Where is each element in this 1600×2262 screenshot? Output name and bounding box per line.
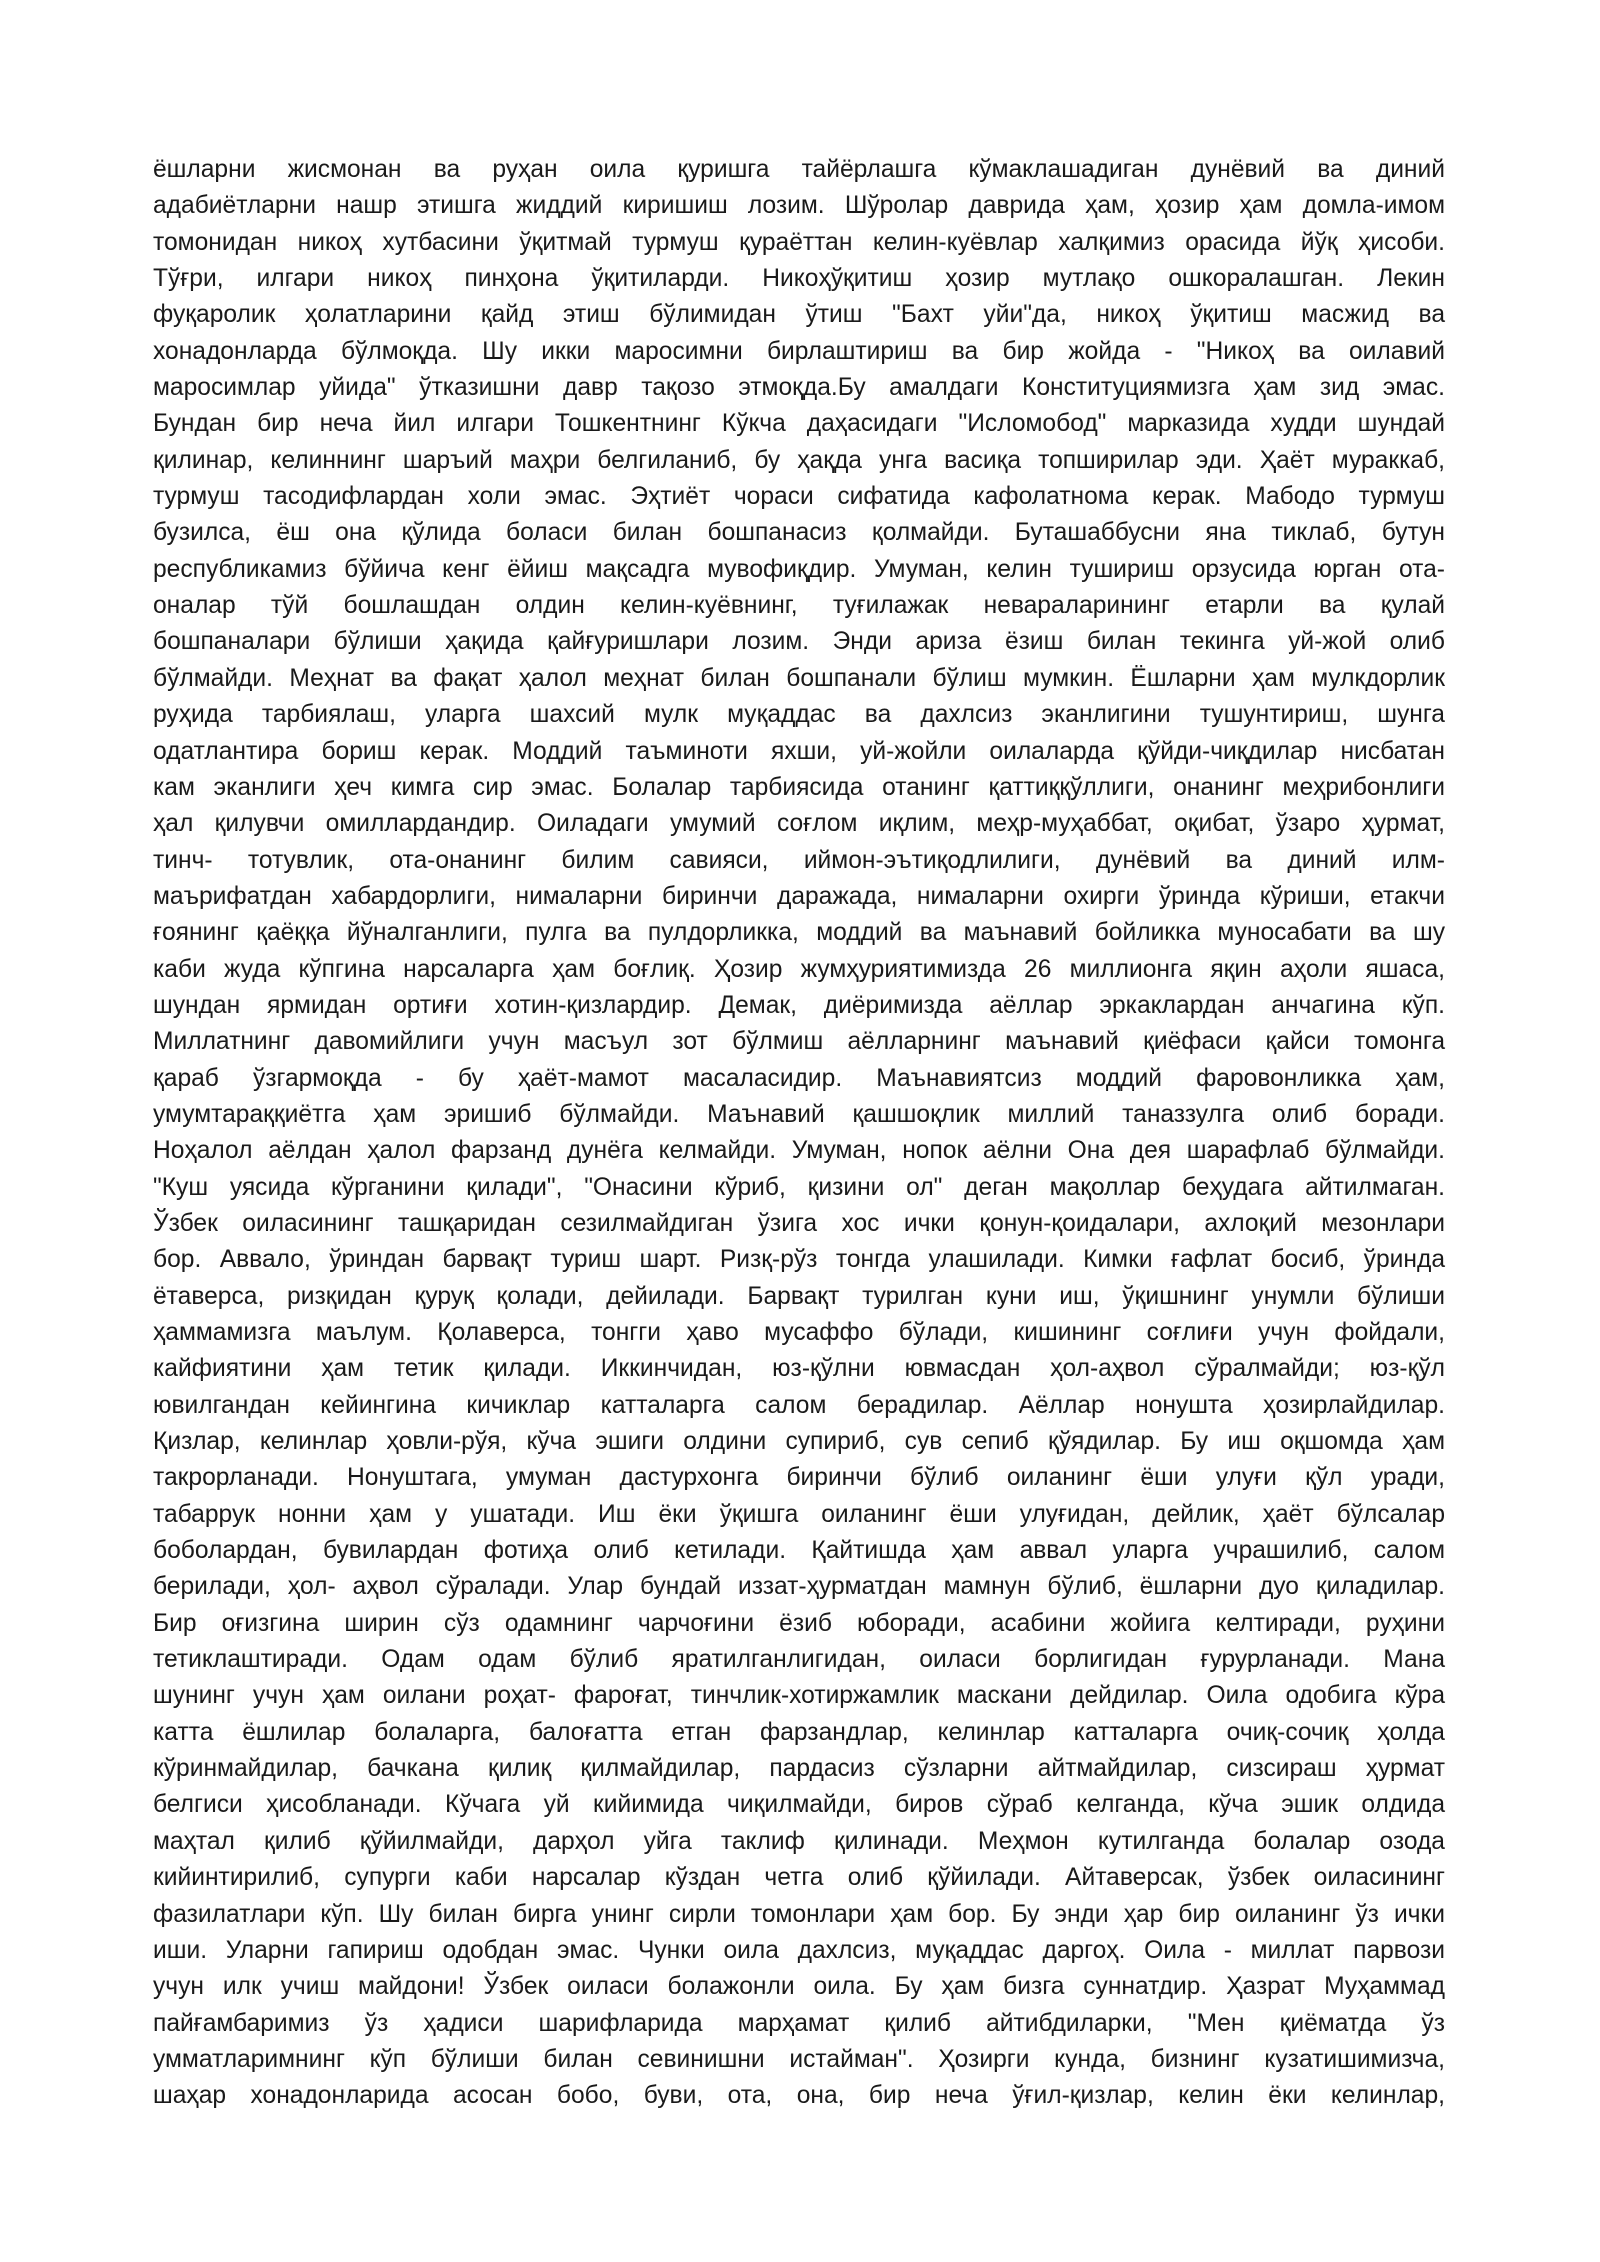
text-line: турмуш тасодифлардан холи эмас. Эҳтиёт чораси сифатида кафолатнома керак. Мабодо турмуш bbox=[153, 483, 1445, 511]
text-line: фуқаролик ҳолатларини қайд этиш бўлимидан ўтиш "Бахт уйи"да, никоҳ ўқитиш масжид ва bbox=[153, 301, 1445, 329]
text-line: тинч- тотувлик, ота-онанинг билим савияси, иймон-эътиқодлилиги, дунёвий ва диний илм- bbox=[153, 846, 1445, 874]
text-line: "Куш уясида кўрганини қилади", "Онасини кўриб, қизини ол" деган мақоллар беҳудага айтилмаган. bbox=[153, 1173, 1445, 1201]
text-line: фазилатлари кўп. Шу билан бирга унинг сирли томонлари ҳам бор. Бу энди ҳар бир оиланинг ўз ички bbox=[153, 1900, 1445, 1928]
text-line: Тўғри, илгари никоҳ пинҳона ўқитиларди. Никоҳўқитиш ҳозир мутлақо ошкоралашган. Лекин bbox=[153, 265, 1445, 293]
text-line: иши. Уларни гапириш одобдан эмас. Чунки оила дахлсиз, муқаддас даргоҳ. Оила - миллат парвози bbox=[153, 1936, 1445, 1964]
text-line: учун илк учиш майдони! Ўзбек оиласи болажонли оила. Бу ҳам бизга суннатдир. Ҳазрат Муҳаммад bbox=[153, 1973, 1445, 2001]
text-line: кам эканлиги ҳеч кимга сир эмас. Болалар тарбиясида отанинг қаттиққўллиги, онанинг меҳрибонлиги bbox=[153, 773, 1445, 801]
text-line: берилади, ҳол- аҳвол сўралади. Улар бундай иззат-ҳурматдан мамнун бўлиб, ёшларни дуо қиладилар. bbox=[153, 1573, 1445, 1601]
text-line: пайғамбаримиз ўз ҳадиси шарифларида марҳамат қилиб айтибдиларки, "Мен қиёматда ўз bbox=[153, 2009, 1445, 2037]
text-line: ётаверса, ризқидан қуруқ қолади, дейилади. Барвақт турилган куни иш, ўқишнинг унумли бўлиши bbox=[153, 1282, 1445, 1310]
text-line: Миллатнинг давомийлиги учун масъул зот бўлмиш аёлларнинг маънавий қиёфаси қайси томонга bbox=[153, 1028, 1445, 1056]
text-line: ҳал қилувчи омиллардандир. Оиладаги умумий соғлом иқлим, меҳр-муҳаббат, оқибат, ўзаро ҳурмат, bbox=[153, 810, 1445, 838]
text-line: шундан ярмидан ортиғи хотин-қизлардир. Демак, диёримизда аёллар эркаклардан анчагина кўп. bbox=[153, 991, 1445, 1019]
text-line: белгиси ҳисобланади. Кўчага уй кийимида чиқилмайди, биров сўраб келганда, кўча эшик олдида bbox=[153, 1791, 1445, 1819]
text-line: бошпаналари бўлиши ҳақида қайғуришлари лозим. Энди ариза ёзиш билан текинга уй-жой олиб bbox=[153, 628, 1445, 656]
text-line: қараб ўзгармоқда - бу ҳаёт-мамот масаласидир. Маънавиятсиз моддий фаровонликка ҳам, bbox=[153, 1064, 1445, 1092]
text-line: руҳида тарбиялаш, уларга шахсий мулк муқаддас ва дахлсиз эканлигини тушунтириш, шунга bbox=[153, 701, 1445, 729]
text-line: боболардан, бувилардан фотиҳа олиб кетилади. Қайтишда ҳам аввал уларга учрашилиб, салом bbox=[153, 1537, 1445, 1565]
text-line: шунинг учун ҳам оилани роҳат- фароғат, тинчлик-хотиржамлик маскани дейдилар. Оила одобига кўра bbox=[153, 1682, 1445, 1710]
text-line: Бир оғизгина ширин сўз одамнинг чарчоғини ёзиб юборади, асабини жойига келтиради, руҳини bbox=[153, 1609, 1445, 1637]
text-line: республикамиз бўйича кенг ёйиш мақсадга мувофиқдир. Умуман, келин тушириш орзусида юрган ота- bbox=[153, 555, 1445, 583]
text-line: тетиклаштиради. Одам одам бўлиб яратилганлигидан, оиласи борлигидан ғурурланади. Мана bbox=[153, 1646, 1445, 1674]
text-line: томонидан никоҳ хутбасини ўқитмай турмуш қураёттан келин-куёвлар халқимиз орасида йўқ ҳисоби. bbox=[153, 228, 1445, 256]
text-line: маҳтал қилиб қўйилмайди, дарҳол уйга таклиф қилинади. Меҳмон кутилганда болалар озода bbox=[153, 1827, 1445, 1855]
text-line: оналар тўй бошлашдан олдин келин-куёвнинг, туғилажак невараларининг етарли ва қулай bbox=[153, 592, 1445, 620]
text-line: табаррук нонни ҳам у ушатади. Иш ёки ўқишга оиланинг ёши улуғидан, дейлик, ҳаёт бўлсалар bbox=[153, 1500, 1445, 1528]
text-line: кўринмайдилар, бачкана қилиқ қилмайдилар, пардасиз сўзларни айтмайдилар, сизсираш ҳурмат bbox=[153, 1755, 1445, 1783]
text-line: Ўзбек оиласининг ташқаридан сезилмайдиган ўзига хос ички қонун-қоидалари, ахлоқий мезонлари bbox=[153, 1209, 1445, 1237]
text-line: каби жуда кўпгина нарсаларга ҳам боғлиқ. Ҳозир жумҳуриятимизда 26 миллионга яқин аҳоли яшаса, bbox=[153, 955, 1445, 983]
text-line: Қизлар, келинлар ҳовли-рўя, кўча эшиги олдини супириб, сув сепиб қўядилар. Бу иш оқшомда ҳам bbox=[153, 1428, 1445, 1456]
text-line: Бундан бир неча йил илгари Тошкентнинг Кўкча даҳасидаги "Исломобод" марказида худди шундай bbox=[153, 410, 1445, 438]
text-line: Ноҳалол аёлдан ҳалол фарзанд дунёга келмайди. Умуман, нопок аёлни Она дея шарафлаб бўлмайди. bbox=[153, 1137, 1445, 1165]
text-line: такрорланади. Нонуштага, умуман дастурхонга биринчи бўлиб оиланинг ёши улуғи қўл уради, bbox=[153, 1464, 1445, 1492]
text-line: кийинтирилиб, супурги каби нарсалар кўздан четга олиб қўйилади. Айтаверсак, ўзбек оиласининг bbox=[153, 1864, 1445, 1892]
text-line: ғоянинг қаёққа йўналганлиги, пулга ва пулдорликка, моддий ва маънавий бойликка муносабати ва шу bbox=[153, 919, 1445, 947]
text-line: хонадонларда бўлмоқда. Шу икки маросимни бирлаштириш ва бир жойда - "Никоҳ ва оилавий bbox=[153, 337, 1445, 365]
text-line: умматларимнинг кўп бўлиши билан севинишни истайман". Ҳозирги кунда, бизнинг кузатишимизча, bbox=[153, 2045, 1445, 2073]
text-line: бўлмайди. Меҳнат ва фақат ҳалол меҳнат билан бошпанали бўлиш мумкин. Ёшларни ҳам мулкдорлик bbox=[153, 664, 1445, 692]
text-line: бор. Аввало, ўриндан барвақт туриш шарт. Ризқ-рўз тонгда улашилади. Кимки ғафлат босиб, ўринда bbox=[153, 1246, 1445, 1274]
text-line: қилинар, келиннинг шаръий маҳри белгиланиб, бу ҳақда унга васиқа топширилар эди. Ҳаёт мураккаб, bbox=[153, 446, 1445, 474]
text-line: шаҳар хонадонларида асосан бобо, буви, ота, она, бир неча ўғил-қизлар, келин ёки келинлар, bbox=[153, 2082, 1445, 2110]
text-line: умумтараққиётга ҳам эришиб бўлмайди. Маънавий қашшоқлик миллий таназзулга олиб боради. bbox=[153, 1100, 1445, 1128]
text-line: одатлантира бориш керак. Моддий таъминоти яхши, уй-жойли оилаларда қўйди-чиқдилар нисбатан bbox=[153, 737, 1445, 765]
text-line: ёшларни жисмонан ва руҳан оила қуришга тайёрлашга кўмаклашадиган дунёвий ва диний bbox=[153, 156, 1445, 183]
text-line: кайфиятини ҳам тетик қилади. Иккинчидан, юз-қўлни ювмасдан ҳол-аҳвол сўралмайди; юз-қўл bbox=[153, 1355, 1445, 1383]
text-line: адабиётларни нашр этишга жиддий киришиш лозим. Шўролар даврида ҳам, ҳозир ҳам домла-имом bbox=[153, 192, 1445, 220]
text-line: ҳаммамизга маълум. Қолаверса, тонгги ҳаво мусаффо бўлади, кишининг соғлиғи учун фойдали, bbox=[153, 1319, 1445, 1346]
text-line: ювилгандан кейингина кичиклар катталарга салом берадилар. Аёллар нонушта ҳозирлайдилар. bbox=[153, 1391, 1445, 1419]
text-line: катта ёшлилар болаларга, балоғатта етган фарзандлар, келинлар катталарга очиқ-сочиқ ҳолда bbox=[153, 1718, 1445, 1746]
text-line: бузилса, ёш она қўлида боласи билан бошпанасиз қолмайди. Буташаббусни яна тиклаб, бутун bbox=[153, 519, 1445, 547]
text-line: маърифатдан хабардорлиги, нималарни биринчи даражада, нималарни охирги ўринда кўриши, етакчи bbox=[153, 882, 1445, 910]
text-line: маросимлар уйида" ўтказишни давр тақозо этмоқда.Бу амалдаги Конституциямизга ҳам зид эмас. bbox=[153, 374, 1445, 402]
body-text bbox=[153, 152, 1445, 2115]
